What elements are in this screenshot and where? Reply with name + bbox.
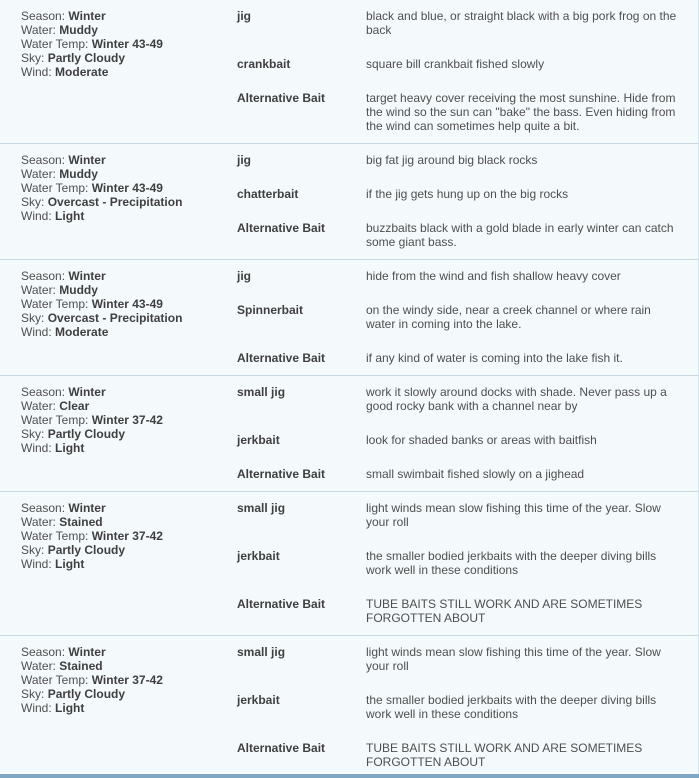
season-line: Season: Winter	[21, 385, 106, 399]
water-temp-line: Water Temp: Winter 43-49	[21, 181, 163, 195]
wind-value: Light	[55, 209, 85, 223]
season-line: Season: Winter	[21, 153, 106, 167]
water-value: Stained	[59, 659, 103, 673]
season-value: Winter	[68, 501, 106, 515]
wind-line: Wind: Light	[21, 557, 85, 571]
sky-value: Partly Cloudy	[47, 427, 126, 441]
season-line: Season: Winter	[21, 9, 106, 23]
bait-name: Alternative Bait	[237, 597, 326, 611]
bait-description: the smaller bodied jerkbaits with the deeper diving bills work well in these conditions	[366, 549, 657, 577]
bait-name: Alternative Bait	[237, 91, 326, 105]
conditions-cell	[21, 153, 221, 223]
condition-row	[0, 492, 698, 636]
condition-row	[0, 260, 698, 376]
bait-description: light winds mean slow fishing this time of the year. Slow your roll	[366, 501, 661, 529]
conditions-cell	[21, 501, 221, 571]
bait-name: Spinnerbait	[237, 303, 304, 317]
bait-name: crankbait	[237, 57, 291, 71]
conditions-cell	[21, 385, 221, 455]
wind-line: Wind: Moderate	[21, 65, 109, 79]
season-line: Season: Winter	[21, 269, 106, 283]
wind-line: Wind: Light	[21, 209, 85, 223]
water-temp-value: Winter 43-49	[91, 37, 163, 51]
water-temp-line: Water Temp: Winter 37-42	[21, 413, 163, 427]
water-temp-value: Winter 37-42	[91, 529, 163, 543]
water-value: Clear	[59, 399, 90, 413]
water-temp-value: Winter 43-49	[91, 181, 163, 195]
season-value: Winter	[68, 269, 106, 283]
bait-description: if any kind of water is coming into the lake fish it.	[366, 351, 623, 365]
season-value: Winter	[68, 645, 106, 659]
sky-line: Sky: Overcast - Precipitation	[21, 195, 183, 209]
water-line: Water: Stained	[21, 515, 103, 529]
bait-name: small jig	[237, 501, 286, 515]
wind-value: Light	[55, 701, 85, 715]
water-line: Water: Stained	[21, 659, 103, 673]
conditions-cell	[21, 269, 221, 339]
bait-description: hide from the wind and fish shallow heavy cover	[366, 269, 621, 283]
bait-name: jerkbait	[237, 549, 280, 563]
wind-line: Wind: Light	[21, 441, 85, 455]
water-line: Water: Muddy	[21, 167, 98, 181]
water-value: Stained	[59, 515, 103, 529]
bottom-border-bar	[0, 774, 699, 778]
sky-value: Overcast - Precipitation	[47, 311, 183, 325]
bait-name: small jig	[237, 385, 286, 399]
sky-value: Partly Cloudy	[47, 543, 126, 557]
bait-description: light winds mean slow fishing this time of the year. Slow your roll	[366, 645, 661, 673]
sky-value: Partly Cloudy	[47, 687, 126, 701]
condition-row	[0, 144, 698, 260]
bait-name: Alternative Bait	[237, 467, 326, 481]
bait-description: if the jig gets hung up on the big rocks	[366, 187, 569, 201]
sky-line: Sky: Partly Cloudy	[21, 687, 126, 701]
water-line: Water: Muddy	[21, 23, 98, 37]
bait-name: jig	[237, 9, 251, 23]
season-line: Season: Winter	[21, 645, 106, 659]
bait-description: work it slowly around docks with shade. Never pass up a good rocky bank with a channel near by	[366, 385, 667, 413]
season-value: Winter	[68, 385, 106, 399]
water-line: Water: Muddy	[21, 283, 98, 297]
bait-description: black and blue, or straight black with a big pork frog on the back	[366, 9, 677, 37]
season-line: Season: Winter	[21, 501, 106, 515]
water-temp-line: Water Temp: Winter 43-49	[21, 37, 163, 51]
bait-description: the smaller bodied jerkbaits with the deeper diving bills work well in these conditions	[366, 693, 657, 721]
wind-line: Wind: Light	[21, 701, 85, 715]
water-value: Muddy	[59, 167, 98, 181]
sky-line: Sky: Partly Cloudy	[21, 543, 126, 557]
water-temp-value: Winter 37-42	[91, 413, 163, 427]
water-value: Muddy	[59, 23, 98, 37]
wind-value: Moderate	[55, 65, 109, 79]
conditions-cell	[21, 645, 221, 715]
sky-value: Partly Cloudy	[47, 51, 126, 65]
bait-name: jig	[237, 269, 251, 283]
season-value: Winter	[68, 9, 106, 23]
bait-description: small swimbait fished slowly on a jighead	[366, 467, 585, 481]
condition-row	[0, 0, 698, 144]
bait-name: jerkbait	[237, 433, 280, 447]
sky-line: Sky: Partly Cloudy	[21, 427, 126, 441]
conditions-cell	[21, 9, 221, 79]
water-temp-line: Water Temp: Winter 43-49	[21, 297, 163, 311]
bait-name: Alternative Bait	[237, 741, 326, 755]
water-value: Muddy	[59, 283, 98, 297]
water-temp-value: Winter 43-49	[91, 297, 163, 311]
wind-value: Light	[55, 557, 85, 571]
bait-name: jerkbait	[237, 693, 280, 707]
wind-value: Moderate	[55, 325, 109, 339]
bait-description: square bill crankbait fished slowly	[366, 57, 545, 71]
sky-line: Sky: Partly Cloudy	[21, 51, 126, 65]
condition-row	[0, 636, 698, 774]
bait-description: TUBE BAITS STILL WORK AND ARE SOMETIMES FORGOTTEN ABOUT	[366, 597, 643, 625]
season-value: Winter	[68, 153, 106, 167]
bait-name: small jig	[237, 645, 286, 659]
sky-line: Sky: Overcast - Precipitation	[21, 311, 183, 325]
wind-line: Wind: Moderate	[21, 325, 109, 339]
bait-description: TUBE BAITS STILL WORK AND ARE SOMETIMES FORGOTTEN ABOUT	[366, 741, 643, 769]
wind-value: Light	[55, 441, 85, 455]
bait-name: Alternative Bait	[237, 351, 326, 365]
bait-description: on the windy side, near a creek channel or where rain water in coming into the lake.	[366, 303, 651, 331]
water-line: Water: Clear	[21, 399, 90, 413]
bait-name: jig	[237, 153, 251, 167]
bait-description: buzzbaits black with a gold blade in early winter can catch some giant bass.	[366, 221, 674, 249]
bait-description: look for shaded banks or areas with baitfish	[366, 433, 597, 447]
bait-name: chatterbait	[237, 187, 299, 201]
condition-row	[0, 376, 698, 492]
bait-description: target heavy cover receiving the most sunshine. Hide from the wind so the sun can "bake" the bass. Even hiding from the wind can sometimes help quite a bit.	[366, 91, 676, 133]
sky-value: Overcast - Precipitation	[47, 195, 183, 209]
bait-description: big fat jig around big black rocks	[366, 153, 538, 167]
water-temp-line: Water Temp: Winter 37-42	[21, 529, 163, 543]
bait-name: Alternative Bait	[237, 221, 326, 235]
water-temp-line: Water Temp: Winter 37-42	[21, 673, 163, 687]
water-temp-value: Winter 37-42	[91, 673, 163, 687]
